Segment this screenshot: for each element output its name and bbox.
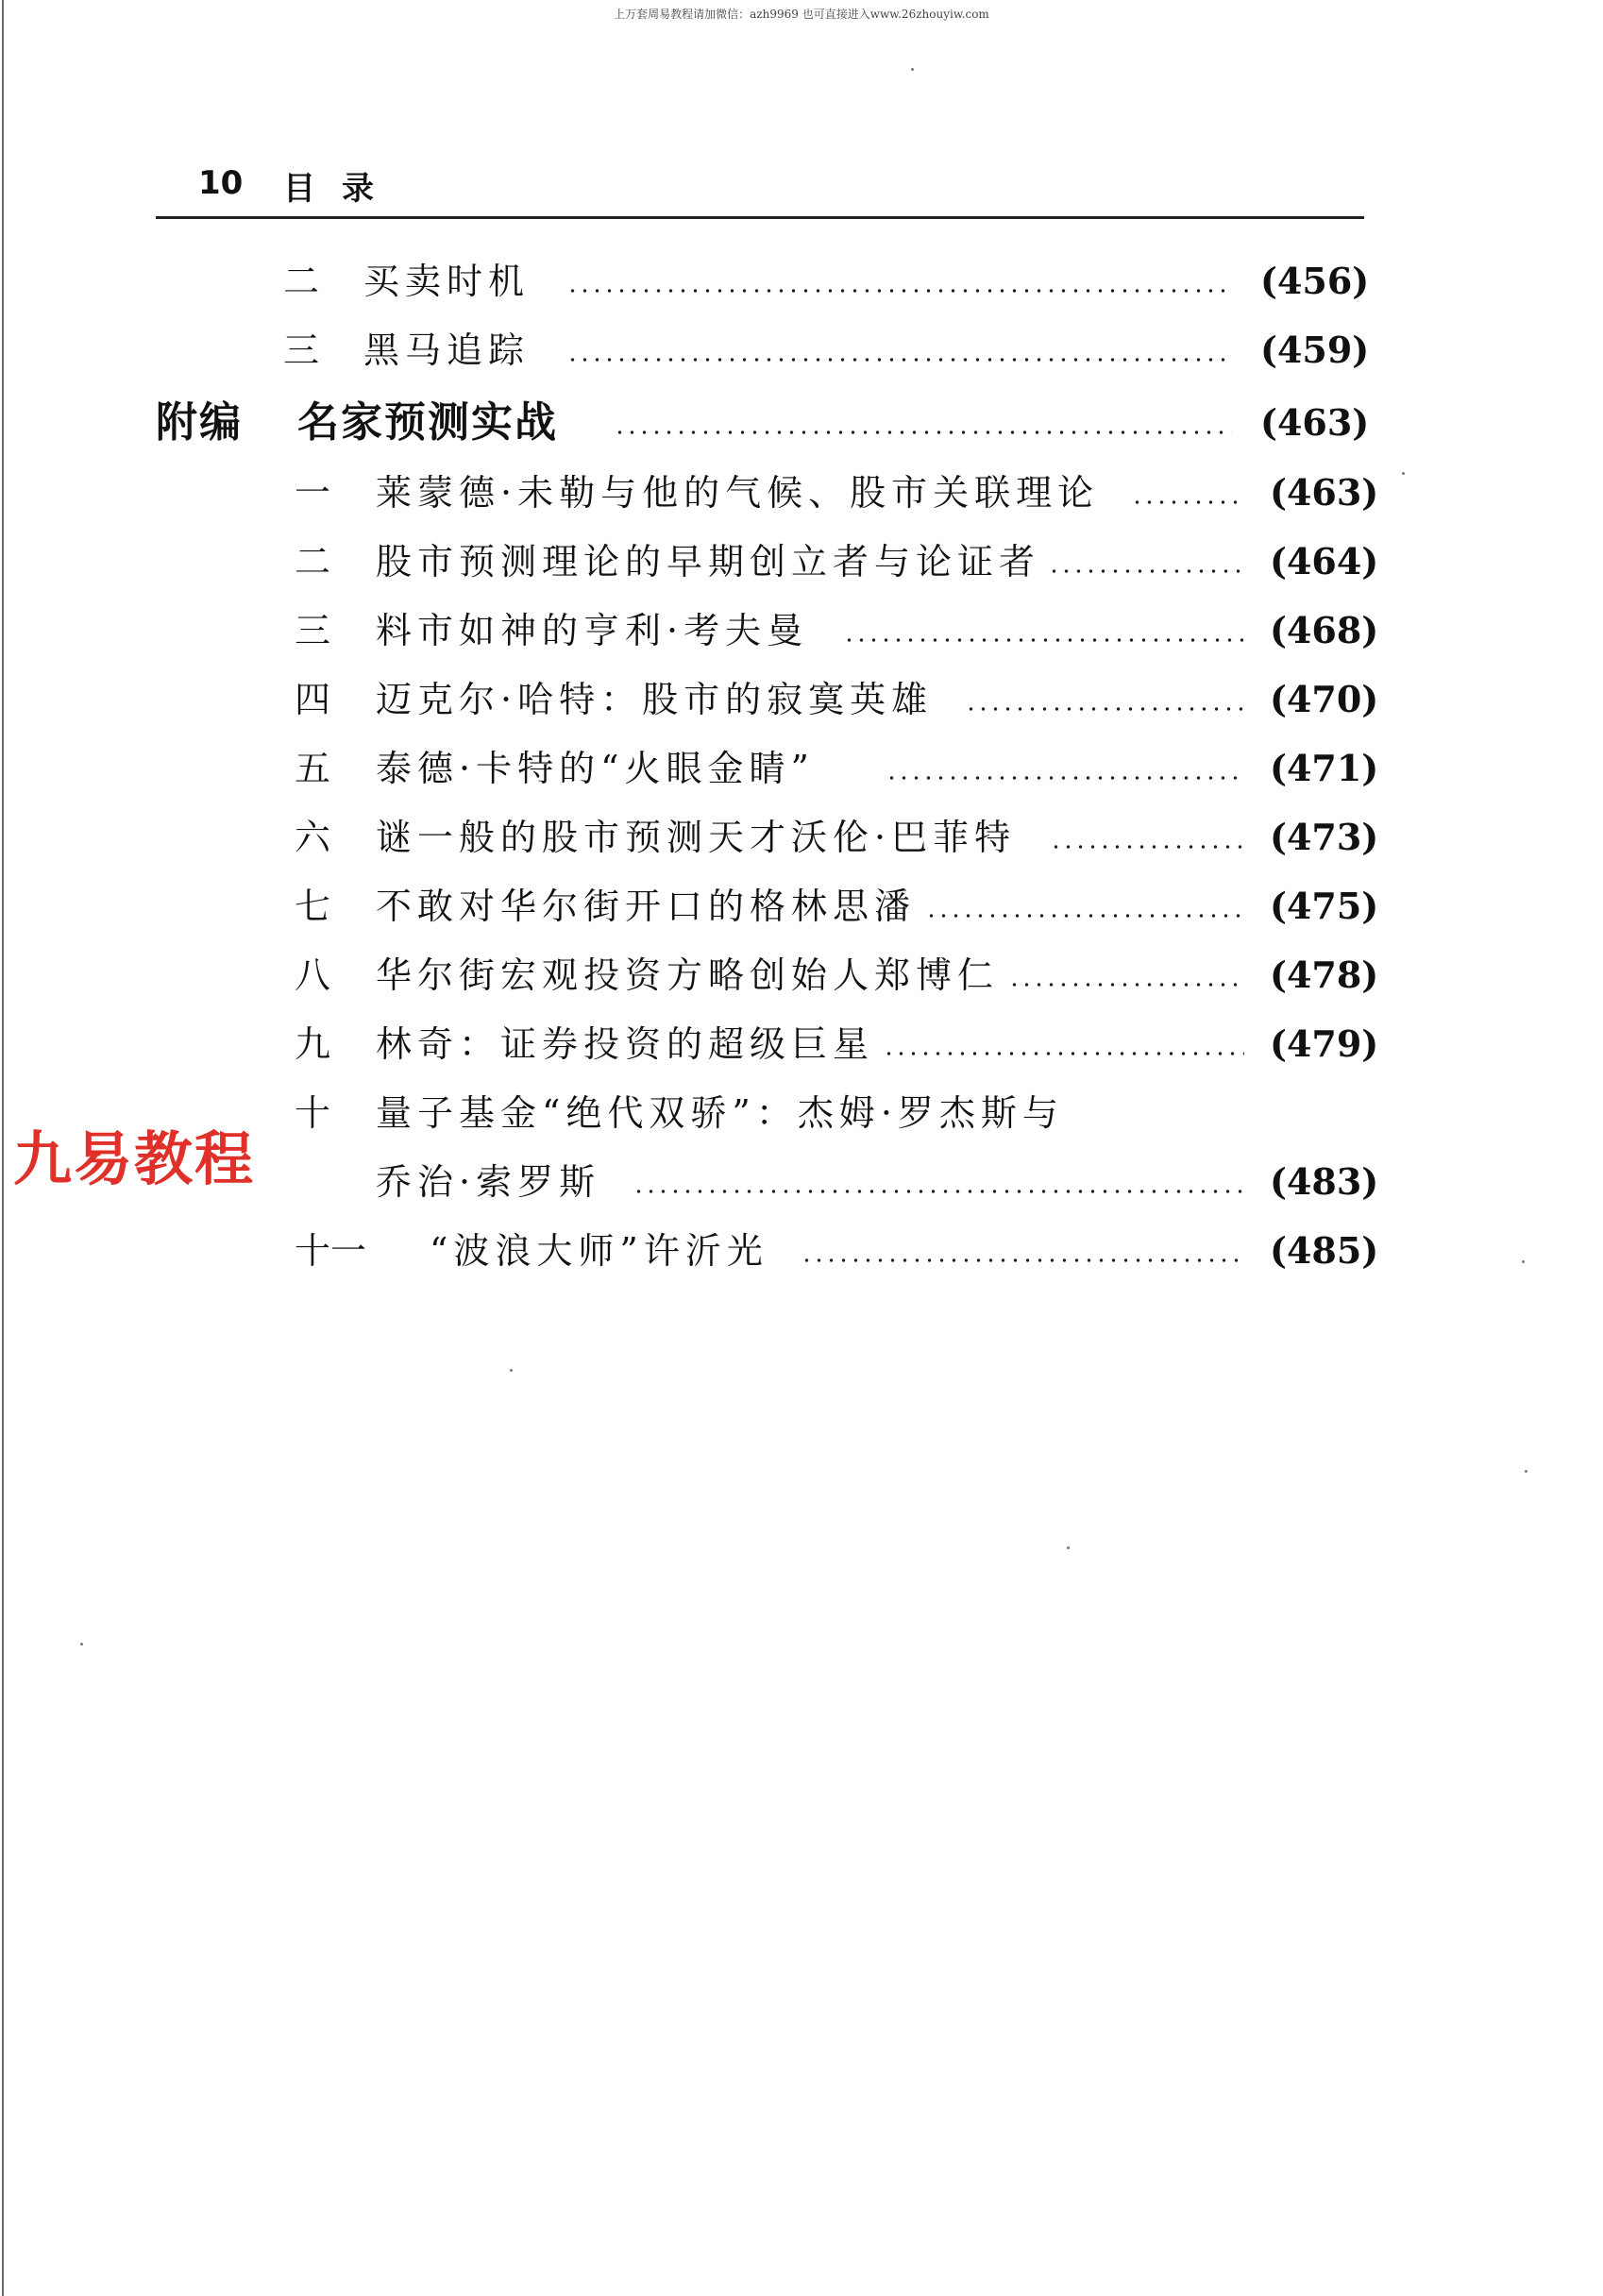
scan-speck <box>1522 1260 1525 1263</box>
dot-leader <box>965 707 1244 711</box>
toc-entry-number: 十 <box>295 1092 331 1134</box>
watermark-stamp: 九易教程 <box>13 1124 256 1193</box>
toc-entry-page: (463) <box>1270 471 1379 514</box>
toc-section-title: 名家预测实战 <box>297 398 558 447</box>
dot-leader <box>801 1258 1244 1262</box>
toc-entry-page: (464) <box>1270 540 1379 582</box>
toc-entry-page: (478) <box>1270 954 1379 996</box>
toc-entry-page: (473) <box>1270 816 1379 858</box>
toc-entry-page: (483) <box>1270 1160 1379 1203</box>
toc-entry-number: 四 <box>295 679 331 720</box>
page-edge-line <box>2 0 4 2296</box>
scan-speck <box>1067 1546 1070 1549</box>
toc-entry-title: “波浪大师”许沂光 <box>430 1230 768 1272</box>
toc-entry-title: 量子基金“绝代双骄”：杰姆·罗杰斯与 <box>376 1092 1064 1134</box>
toc-entry-title: 华尔街宏观投资方略创始人郑博仁 <box>376 954 1000 996</box>
toc-entry-title: 黑马追踪 <box>363 329 531 371</box>
top-banner-text: 上万套周易教程请加微信：azh9969 也可直接进入www.26zhouyiw.com <box>614 8 989 21</box>
toc-section-label: 附编 <box>156 398 243 447</box>
toc-entry-number: 一 <box>295 472 331 514</box>
toc-entry-title: 泰德·卡特的“火眼金睛” <box>376 748 815 789</box>
dot-leader <box>1008 983 1244 987</box>
toc-entry-title: 买卖时机 <box>363 261 531 302</box>
dot-leader <box>886 776 1244 780</box>
toc-entry-number: 十一 <box>295 1230 367 1272</box>
toc-entry-page: (479) <box>1270 1022 1379 1065</box>
toc-entry-title: 谜一般的股市预测天才沃伦·巴菲特 <box>376 817 1017 858</box>
toc-entry-number: 二 <box>283 261 320 302</box>
toc-entry-number: 二 <box>295 541 331 582</box>
toc-entry-page: (471) <box>1270 747 1379 789</box>
toc-entry-number: 七 <box>295 886 331 927</box>
dot-leader <box>843 638 1244 642</box>
scan-speck <box>80 1643 83 1646</box>
scan-speck <box>510 1369 513 1372</box>
scan-speck <box>911 68 914 71</box>
toc-entry-page: (463) <box>1260 401 1370 444</box>
toc-entry-page: (475) <box>1270 885 1379 927</box>
dot-leader <box>633 1190 1244 1193</box>
page-number: 10 <box>198 164 244 202</box>
toc-entry-title: 林奇：证券投资的超级巨星 <box>376 1023 875 1065</box>
toc-entry-title: 料市如神的亨利·考夫曼 <box>376 610 809 651</box>
toc-entry-title: 乔治·索罗斯 <box>376 1161 601 1203</box>
dot-leader <box>1050 845 1244 849</box>
dot-leader <box>883 1052 1244 1055</box>
dot-leader <box>614 430 1232 434</box>
toc-entry-number: 三 <box>283 329 320 371</box>
toc-entry-page: (459) <box>1260 329 1370 371</box>
toc-entry-title: 迈克尔·哈特：股市的寂寞英雄 <box>376 679 934 720</box>
toc-entry-page: (485) <box>1270 1229 1379 1272</box>
toc-entry-title: 不敢对华尔街开口的格林思潘 <box>376 886 917 927</box>
toc-entry-number: 八 <box>295 954 331 996</box>
dot-leader <box>1048 569 1244 573</box>
scan-speck <box>1402 472 1405 475</box>
dot-leader <box>566 289 1232 293</box>
dot-leader <box>1131 500 1244 504</box>
toc-entry-title: 莱蒙德·未勒与他的气候、股市关联理论 <box>376 472 1100 514</box>
header-divider <box>156 216 1364 219</box>
toc-entry-page: (470) <box>1270 678 1379 720</box>
scan-speck <box>1525 1470 1527 1473</box>
dot-leader <box>566 358 1232 362</box>
page-title: 目录 <box>283 170 400 208</box>
toc-entry-number: 三 <box>295 610 331 651</box>
dot-leader <box>925 914 1244 918</box>
toc-entry-title: 股市预测理论的早期创立者与论证者 <box>376 541 1041 582</box>
toc-entry-number: 五 <box>295 748 331 789</box>
toc-entry-number: 六 <box>295 817 331 858</box>
toc-entry-page: (456) <box>1260 260 1370 302</box>
toc-entry-number: 九 <box>295 1023 331 1065</box>
toc-entry-page: (468) <box>1270 609 1379 651</box>
